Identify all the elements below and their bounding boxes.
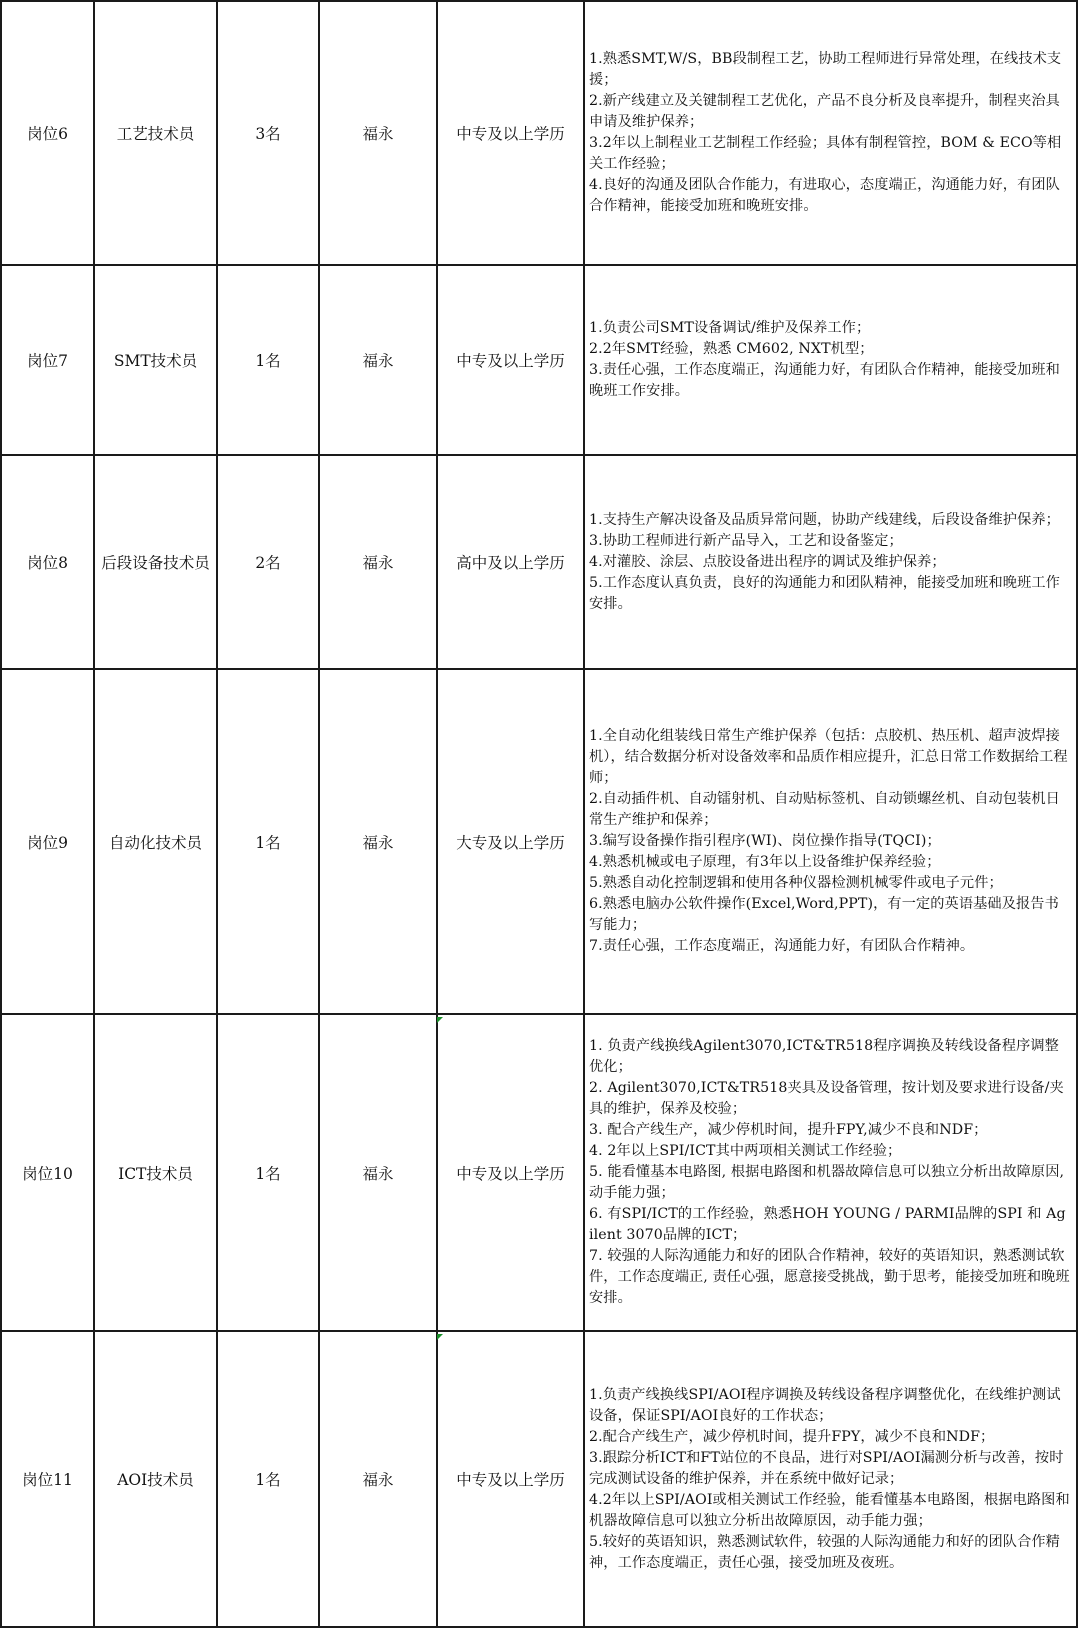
headcount-cell: 1名: [217, 669, 319, 1014]
requirement-line: 1.支持生产解决设备及品质异常问题，协助产线建线，后段设备维护保养；: [589, 511, 1060, 528]
table-body: [1, 1, 1077, 1627]
requirement-line: 5.较好的英语知识，熟悉测试软件，较强的人际沟通能力和好的团队合作精神，工作态度端正，责任心强，接受加班及夜班。: [589, 1533, 1060, 1571]
requirements-cell: [584, 669, 1077, 1014]
requirement-line: 2. Agilent3070,ICT&TR518夹具及设备管理，按计划及要求进行设备/夹具的维护，保养及校验；: [589, 1080, 1064, 1117]
requirement-line: 1.负责产线换线SPI/AOI程序调换及转线设备程序调整优化，在线维护测试设备，保证SPI/AOI良好的工作状态；: [589, 1386, 1061, 1424]
post-number-cell: 岗位7: [1, 265, 94, 455]
requirement-line: 2.自动插件机、自动镭射机、自动贴标签机、自动锁螺丝机、自动包装机日常生产维护和保养；: [589, 791, 1060, 828]
headcount-cell: 2名: [217, 455, 319, 669]
location-cell: 福永: [319, 1014, 437, 1331]
post-number-cell: 岗位11: [1, 1331, 94, 1627]
requirement-line: 2.配合产线生产，减少停机时间，提升FPY，减少不良和NDF；: [589, 1428, 995, 1445]
education-cell: 中专及以上学历: [437, 1014, 584, 1331]
job-title-cell: AOI技术员: [94, 1331, 217, 1627]
requirements-cell: [584, 455, 1077, 669]
requirement-line: 1.全自动化组装线日常生产维护保养（包括：点胶机、热压机、超声波焊接机），结合数据分析对设备效率和品质作相应提升，汇总日常工作数据给工程师；: [589, 728, 1068, 786]
location-cell: 福永: [319, 265, 437, 455]
requirement-line: 6.熟悉电脑办公软件操作(Excel,Word,PPT)，有一定的英语基础及报告书写能力；: [589, 896, 1059, 933]
post-number-cell: 岗位9: [1, 669, 94, 1014]
location-cell: 福永: [319, 1331, 437, 1627]
requirement-line: 3.跟踪分析ICT和FT站位的不良品，进行对SPI/AOI漏测分析与改善，按时完成测试设备的维护保养，并在系统中做好记录；: [589, 1449, 1064, 1487]
requirement-line: 4.对灌胶、涂层、点胶设备进出程序的调试及维护保养；: [589, 553, 946, 570]
table-row: [1, 455, 1077, 669]
requirement-line: 3. 配合产线生产，减少停机时间，提升FPY,减少不良和NDF；: [589, 1122, 988, 1138]
table-row: [1, 1, 1077, 265]
requirement-line: 3.协助工程师进行新产品导入，工艺和设备鉴定；: [589, 532, 903, 549]
education-cell: 高中及以上学历: [437, 455, 584, 669]
requirement-line: 5. 能看懂基本电路图, 根据电路图和机器故障信息可以独立分析出故障原因, 动手能力强；: [589, 1164, 1065, 1201]
location-cell: 福永: [319, 455, 437, 669]
requirement-line: 5.熟悉自动化控制逻辑和使用各种仪器检测机械零件或电子元件；: [589, 875, 1003, 891]
requirement-line: 1.熟悉SMT,W/S，BB段制程工艺，协助工程师进行异常处理，在线技术支援；: [589, 51, 1062, 88]
headcount-cell: 1名: [217, 1014, 319, 1331]
requirements-cell: [584, 1, 1077, 265]
table-row: [1, 1331, 1077, 1627]
job-title-cell: ICT技术员: [94, 1014, 217, 1331]
cell-comment-marker: [437, 1334, 443, 1340]
post-number-cell: 岗位8: [1, 455, 94, 669]
education-cell: 中专及以上学历: [437, 265, 584, 455]
cell-comment-marker: [437, 1017, 443, 1023]
headcount-cell: 1名: [217, 265, 319, 455]
requirement-line: 4.良好的沟通及团队合作能力，有进取心，态度端正，沟通能力好，有团队合作精神，能接受加班和晚班安排。: [589, 177, 1060, 214]
location-cell: 福永: [319, 669, 437, 1014]
education-cell: 大专及以上学历: [437, 669, 584, 1014]
education-cell: 中专及以上学历: [437, 1331, 584, 1627]
table-row: [1, 669, 1077, 1014]
table-row: [1, 265, 1077, 455]
headcount-cell: 1名: [217, 1331, 319, 1627]
post-number-cell: 岗位10: [1, 1014, 94, 1331]
requirements-cell: [584, 1014, 1077, 1331]
requirement-line: 4.熟悉机械或电子原理，有3年以上设备维护保养经验；: [589, 854, 941, 870]
job-title-cell: SMT技术员: [94, 265, 217, 455]
requirement-line: 2.新产线建立及关键制程工艺优化，产品不良分析及良率提升，制程夹治具申请及维护保养；: [589, 93, 1060, 130]
requirement-line: 7. 较强的人际沟通能力和好的团队合作精神，较好的英语知识，熟悉测试软件，工作态度端正, 责任心强，愿意接受挑战，勤于思考，能接受加班和晚班安排。: [589, 1248, 1070, 1306]
requirement-line: 1. 负责产线换线Agilent3070,ICT&TR518程序调换及转线设备程序调整优化；: [589, 1038, 1059, 1075]
job-title-cell: 后段设备技术员: [94, 455, 217, 669]
requirement-line: 3.编写设备操作指引程序(WI)、岗位操作指导(TQCI)；: [589, 833, 941, 849]
requirement-line: 2.2年SMT经验，熟悉 CM602, NXT机型；: [589, 341, 874, 357]
requirements-cell: [584, 265, 1077, 455]
headcount-cell: 3名: [217, 1, 319, 265]
job-title-cell: 自动化技术员: [94, 669, 217, 1014]
requirement-line: 1.负责公司SMT设备调试/维护及保养工作；: [589, 320, 871, 336]
requirement-line: 7.责任心强，工作态度端正，沟通能力好，有团队合作精神。: [589, 938, 975, 954]
table-row: [1, 1014, 1077, 1331]
requirement-line: 3.责任心强，工作态度端正，沟通能力好，有团队合作精神，能接受加班和晚班工作安排。: [589, 362, 1060, 399]
post-number-cell: 岗位6: [1, 1, 94, 265]
requirements-cell: [584, 1331, 1077, 1627]
requirement-line: 5.工作态度认真负责，良好的沟通能力和团队精神，能接受加班和晚班工作安排。: [589, 574, 1060, 612]
location-cell: 福永: [319, 1, 437, 265]
education-cell: 中专及以上学历: [437, 1, 584, 265]
requirement-line: 4.2年以上SPI/AOI或相关测试工作经验，能看懂基本电路图，根据电路图和机器故障信息可以独立分析出故障原因，动手能力强；: [589, 1491, 1070, 1529]
requirement-line: 3.2年以上制程业工艺制程工作经验；具体有制程管控，BOM & ECO等相关工作经验；: [589, 135, 1062, 172]
requirement-line: 4. 2年以上SPI/ICT其中两项相关测试工作经验；: [589, 1143, 902, 1159]
job-title-cell: 工艺技术员: [94, 1, 217, 265]
requirement-line: 6. 有SPI/ICT的工作经验，熟悉HOH YOUNG / PARMI品牌的SPI 和 Agilent 3070品牌的ICT；: [589, 1206, 1066, 1243]
